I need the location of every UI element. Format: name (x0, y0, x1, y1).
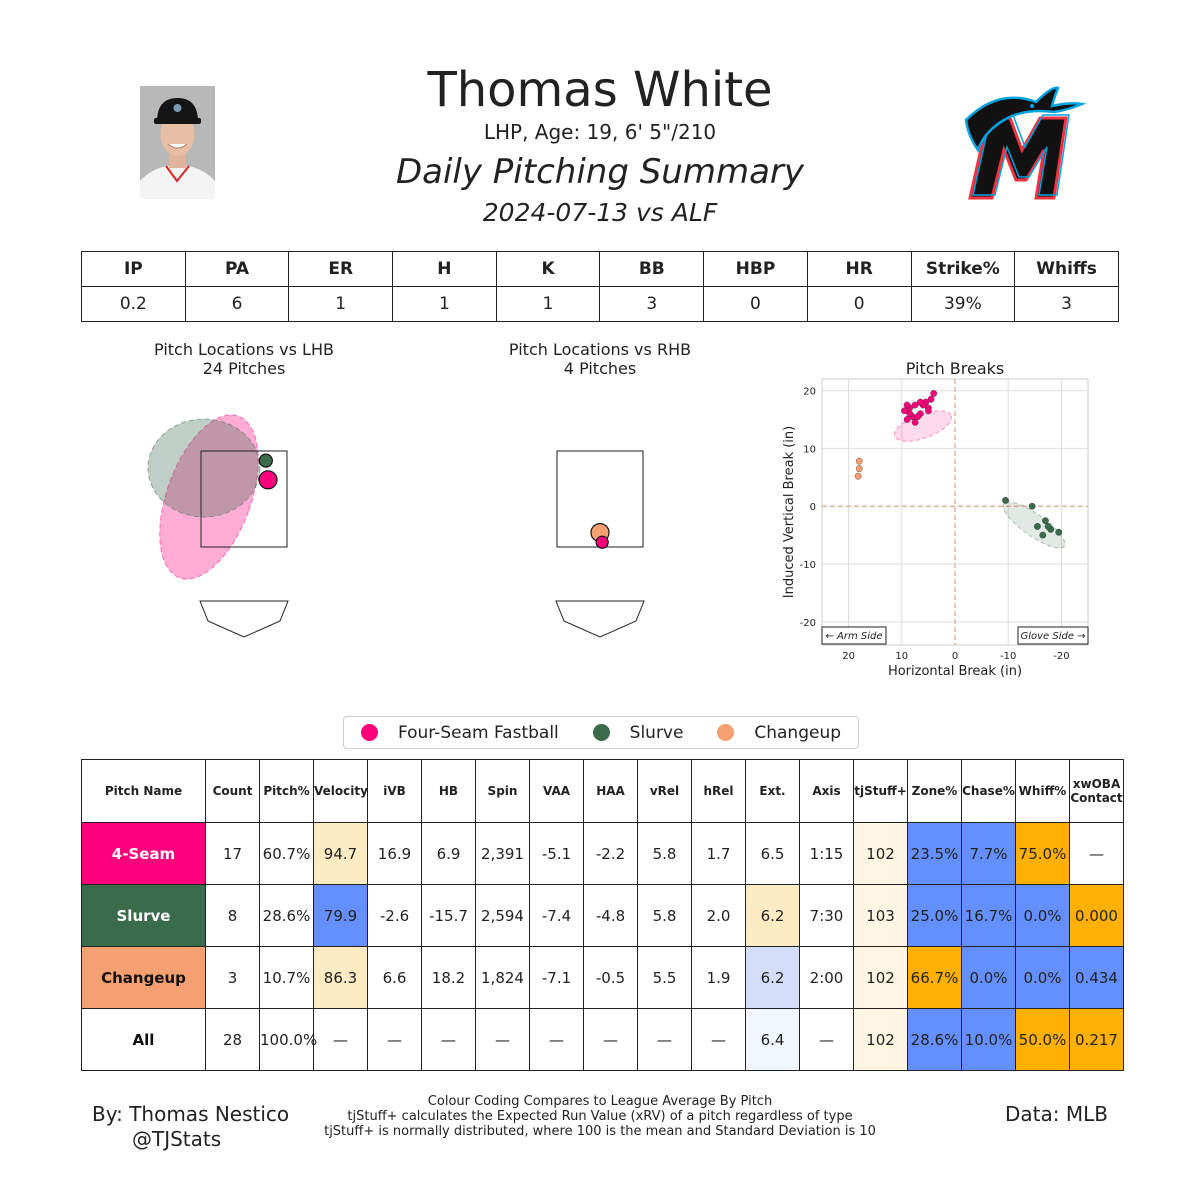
team-logo (958, 80, 1088, 202)
y-tick-label: 10 (803, 444, 816, 456)
pitch-table-header: HAA (584, 760, 638, 823)
pitch-table-cell: 1.7 (692, 823, 746, 885)
legend-label: Slurve (629, 722, 684, 743)
pitch-table-cell: — (422, 1009, 476, 1071)
report-title: Daily Pitching Summary (395, 152, 805, 192)
x-axis-label: Horizontal Break (in) (887, 664, 1023, 679)
pitch-table-cell: 6.2 (746, 885, 800, 947)
legend-label: Changeup (754, 722, 842, 743)
break-point (931, 390, 937, 396)
break-point (1045, 523, 1051, 529)
location-point (259, 454, 272, 467)
location-point (596, 536, 608, 548)
pitch-table-header: tjStuff+ (854, 760, 908, 823)
pitch-table-cell: 6.2 (746, 947, 800, 1009)
pitch-table-cell: 102 (854, 823, 908, 885)
pitch-table-cell: 7.7% (962, 823, 1016, 885)
pitch-table-header: Count (206, 760, 260, 823)
pitch-table-cell: 50.0% (1016, 1009, 1070, 1071)
break-point (928, 396, 934, 402)
footer-notes (300, 1094, 900, 1139)
pitch-break-chart (775, 355, 1105, 685)
break-point (925, 408, 931, 414)
pitch-table-cell: -7.1 (530, 947, 584, 1009)
pitch-table-cell: 6.9 (422, 823, 476, 885)
x-tick-label: 10 (895, 651, 909, 662)
player-bio: LHP, Age: 19, 6' 5"/210 (483, 120, 717, 144)
break-point (1056, 529, 1062, 535)
break-point (1042, 517, 1048, 523)
summary-header: H (393, 252, 497, 287)
pitch-metrics-table (81, 759, 1124, 1071)
summary-header: BB (600, 252, 704, 287)
pitch-table-cell: 17 (206, 823, 260, 885)
chart-legend (343, 716, 859, 749)
pitch-table-header: xwOBA Contact (1070, 760, 1124, 823)
pitch-table-row (82, 885, 1124, 947)
pitch-table-cell: -5.1 (530, 823, 584, 885)
chart-subtitle: 24 Pitches (202, 359, 286, 378)
break-point (917, 399, 923, 405)
summary-header: ER (289, 252, 393, 287)
location-chart-rhb (475, 335, 725, 645)
pitch-table-cell: 1,824 (476, 947, 530, 1009)
pitch-table-cell: — (368, 1009, 422, 1071)
pitch-table-cell: 25.0% (908, 885, 962, 947)
pitch-table-cell: 75.0% (1016, 823, 1070, 885)
pitch-table-cell: 5.8 (638, 823, 692, 885)
footer-note: tjStuff+ calculates the Expected Run Value (xRV) of a pitch regardless of type (347, 1109, 853, 1124)
pitch-table-header: Pitch% (260, 760, 314, 823)
summary-header: K (496, 252, 600, 287)
chart-title: Pitch Breaks (905, 359, 1005, 378)
pitch-table-cell: 86.3 (314, 947, 368, 1009)
break-point (1040, 532, 1046, 538)
pitch-table-header: vRel (638, 760, 692, 823)
slurve-location-ellipse (148, 419, 260, 517)
pitch-table-header: hRel (692, 760, 746, 823)
pitch-table-cell: — (800, 1009, 854, 1071)
pitch-table-header: Velocity (314, 760, 368, 823)
pitch-table-header: Pitch Name (82, 760, 206, 823)
break-point (904, 402, 910, 408)
summary-value: 1 (289, 287, 393, 322)
pitch-table-cell: 1.9 (692, 947, 746, 1009)
footer-author (92, 1102, 289, 1152)
pitch-table-cell: — (476, 1009, 530, 1071)
y-axis-label: Induced Vertical Break (in) (782, 425, 797, 599)
break-point (1029, 503, 1035, 509)
pitch-table-cell: 0.0% (1016, 947, 1070, 1009)
summary-table (81, 251, 1119, 322)
pitch-table-cell: 5.8 (638, 885, 692, 947)
summary-header: Strike% (911, 252, 1015, 287)
summary-header: Whiffs (1015, 252, 1119, 287)
game-line: 2024-07-13 vs ALF (482, 198, 718, 227)
pitch-table-cell: 2,391 (476, 823, 530, 885)
break-point (1034, 523, 1040, 529)
pitch-table-cell: 28.6% (260, 885, 314, 947)
pitch-table-cell: — (692, 1009, 746, 1071)
pitch-table-header: Spin (476, 760, 530, 823)
y-tick-label: 0 (809, 502, 816, 514)
pitch-table-cell: 1:15 (800, 823, 854, 885)
legend-marker (717, 724, 734, 741)
player-name: Thomas White (427, 62, 773, 118)
break-point (855, 473, 861, 479)
pitch-table-cell: 7:30 (800, 885, 854, 947)
pitch-table-cell: — (530, 1009, 584, 1071)
break-point (856, 458, 862, 464)
pitch-table-row (82, 823, 1124, 885)
pitch-table-cell: 6.5 (746, 823, 800, 885)
pitch-table-header: Zone% (908, 760, 962, 823)
pitch-table-cell: -7.4 (530, 885, 584, 947)
player-headshot (140, 86, 215, 199)
pitch-table-cell: 102 (854, 1009, 908, 1071)
fourseam-break-ellipse (891, 404, 956, 447)
pitch-table-cell: -2.6 (368, 885, 422, 947)
pitch-table-row (82, 1009, 1124, 1071)
author-handle: @TJStats (132, 1127, 222, 1151)
pitch-table-cell: -0.5 (584, 947, 638, 1009)
y-tick-label: 20 (803, 386, 816, 398)
summary-value: 0 (807, 287, 911, 322)
pitch-table-cell: 94.7 (314, 823, 368, 885)
pitch-table-cell: 16.9 (368, 823, 422, 885)
chart-title: Pitch Locations vs RHB (508, 340, 692, 359)
summary-value: 1 (496, 287, 600, 322)
chart-subtitle: 4 Pitches (563, 359, 637, 378)
pitch-table-cell: 79.9 (314, 885, 368, 947)
summary-value: 6 (185, 287, 289, 322)
summary-value: 39% (911, 287, 1015, 322)
pitch-table-cell: -2.2 (584, 823, 638, 885)
pitch-table-cell: 2,594 (476, 885, 530, 947)
pitch-table-cell: -4.8 (584, 885, 638, 947)
pitch-table-header: Whiff% (1016, 760, 1070, 823)
author-name: By: Thomas Nestico (92, 1102, 290, 1126)
break-point (1002, 497, 1008, 503)
pitch-table-cell: 6.6 (368, 947, 422, 1009)
pitch-table-cell: — (1070, 823, 1124, 885)
break-point (912, 419, 918, 425)
pitch-table-cell: — (638, 1009, 692, 1071)
pitch-table-header: VAA (530, 760, 584, 823)
pitch-table-cell: — (314, 1009, 368, 1071)
x-tick-label: 20 (842, 651, 855, 662)
location-chart-lhb (120, 335, 370, 645)
summary-value: 3 (1015, 287, 1119, 322)
legend-marker (593, 724, 610, 741)
legend-marker (361, 724, 378, 741)
footer-note: tjStuff+ is normally distributed, where 100 is the mean and Standard Deviation is 10 (324, 1124, 876, 1139)
glove-side-label: Glove Side → (1020, 631, 1086, 642)
y-tick-label: -10 (799, 560, 816, 572)
pitch-table-cell: 100.0% (260, 1009, 314, 1071)
pitch-table-header: Axis (800, 760, 854, 823)
x-tick-label: 0 (951, 651, 959, 662)
summary-value: 0 (704, 287, 808, 322)
home-plate (200, 601, 288, 637)
y-tick-label: -20 (799, 617, 816, 629)
pitch-table-row (82, 947, 1124, 1009)
legend-item-slurve (593, 723, 684, 743)
legend-item-fourseam (361, 723, 559, 743)
summary-value-row (82, 287, 1119, 322)
pitch-table-cell: 2:00 (800, 947, 854, 1009)
pitch-table-cell: 5.5 (638, 947, 692, 1009)
pitch-table-header: iVB (368, 760, 422, 823)
pitch-table-cell: 0.0% (962, 947, 1016, 1009)
home-plate (556, 601, 644, 637)
x-tick-label: -20 (1053, 651, 1070, 662)
legend-item-changeup (717, 723, 841, 743)
pitch-table-cell: 103 (854, 885, 908, 947)
data-source: Data: MLB (1005, 1102, 1108, 1126)
pitch-table-cell: — (584, 1009, 638, 1071)
summary-header: HR (807, 252, 911, 287)
pitch-table-cell: 66.7% (908, 947, 962, 1009)
pitch-table-cell: 10.7% (260, 947, 314, 1009)
pitch-table-cell: 18.2 (422, 947, 476, 1009)
pitch-table-cell: -15.7 (422, 885, 476, 947)
pitch-table-cell: 16.7% (962, 885, 1016, 947)
pitch-table-cell: 8 (206, 885, 260, 947)
pitch-table-cell: 23.5% (908, 823, 962, 885)
pitch-table-cell: 10.0% (962, 1009, 1016, 1071)
pitch-table-header: HB (422, 760, 476, 823)
summary-header: IP (82, 252, 186, 287)
pitch-name-cell: All (82, 1009, 206, 1071)
summary-value: 1 (393, 287, 497, 322)
summary-value: 3 (600, 287, 704, 322)
location-point (259, 471, 277, 489)
pitch-table-header: Chase% (962, 760, 1016, 823)
pitch-table-cell: 102 (854, 947, 908, 1009)
pitch-table-cell: 3 (206, 947, 260, 1009)
pitch-table-cell: 0.217 (1070, 1009, 1124, 1071)
arm-side-label: ← Arm Side (825, 631, 883, 642)
pitch-table-cell: 60.7% (260, 823, 314, 885)
pitch-table-cell: 0.0% (1016, 885, 1070, 947)
pitch-table-cell: 0.434 (1070, 947, 1124, 1009)
footer-note: Colour Coding Compares to League Average By Pitch (427, 1094, 773, 1109)
pitch-table-cell: 28.6% (908, 1009, 962, 1071)
summary-header: HBP (704, 252, 808, 287)
pitch-table-cell: 2.0 (692, 885, 746, 947)
break-point (915, 413, 921, 419)
summary-header: PA (185, 252, 289, 287)
pitch-table-cell: 6.4 (746, 1009, 800, 1071)
summary-header-row (82, 252, 1119, 287)
chart-title: Pitch Locations vs LHB (154, 340, 334, 359)
pitch-name-cell: 4-Seam (82, 823, 206, 885)
pitch-table-cell: 28 (206, 1009, 260, 1071)
break-point (907, 410, 913, 416)
pitch-name-cell: Changeup (82, 947, 206, 1009)
pitch-name-cell: Slurve (82, 885, 206, 947)
legend-label: Four-Seam Fastball (397, 722, 559, 743)
pitch-table-cell: 0.000 (1070, 885, 1124, 947)
summary-value: 0.2 (82, 287, 186, 322)
pitch-table-header: Ext. (746, 760, 800, 823)
pitch-table-header-row (82, 760, 1124, 823)
break-point (856, 465, 862, 471)
x-tick-label: -10 (1000, 651, 1017, 662)
